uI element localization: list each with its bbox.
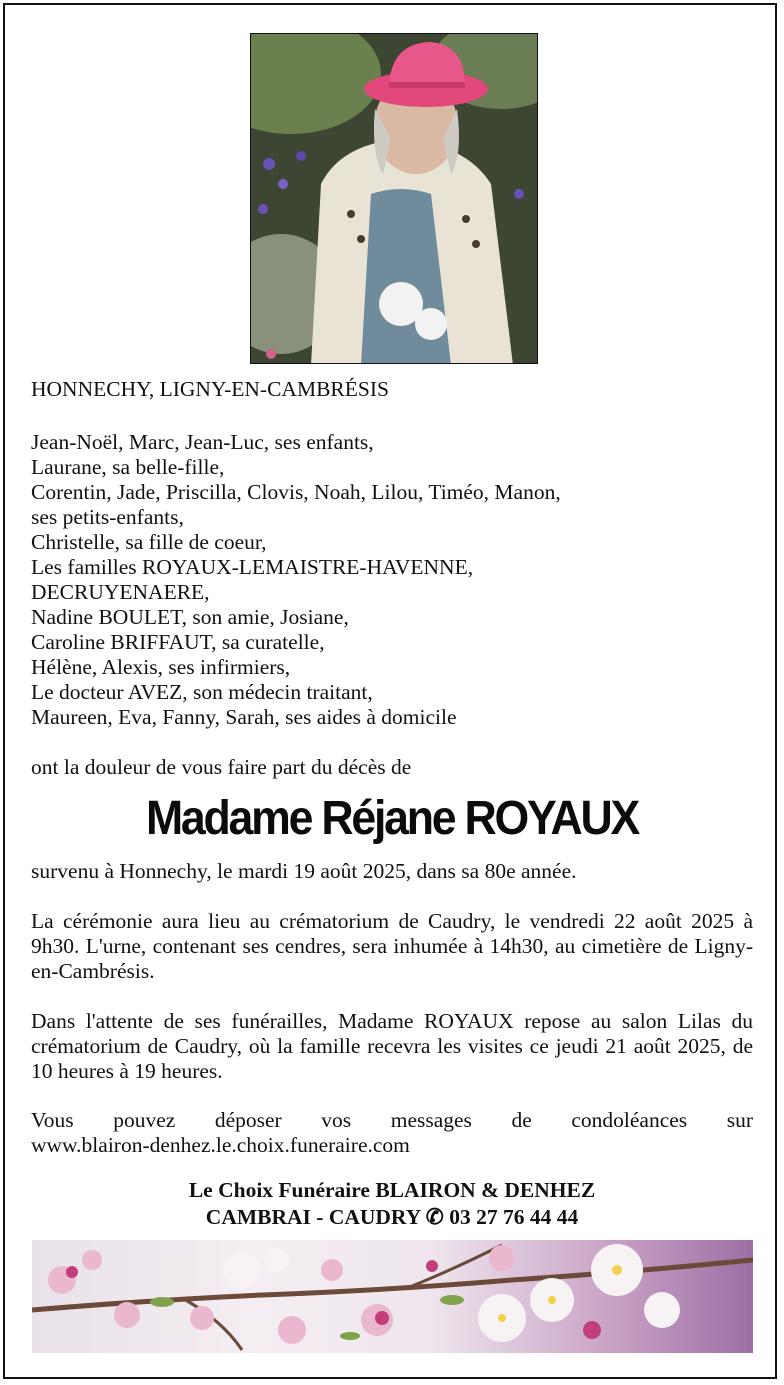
family-line: Le docteur AVEZ, son médecin traitant, bbox=[31, 680, 373, 704]
condolences-paragraph bbox=[31, 1108, 753, 1158]
family-line: Maureen, Eva, Fanny, Sarah, ses aides à domicile bbox=[31, 705, 457, 729]
portrait-photo bbox=[250, 33, 538, 364]
funeral-home-phone: 03 27 76 44 44 bbox=[449, 1205, 579, 1229]
condolences-word: vos bbox=[321, 1108, 352, 1132]
funeral-home-contact bbox=[0, 1203, 784, 1232]
condolences-word: de bbox=[511, 1108, 532, 1132]
funeral-home-cities: CAMBRAI - CAUDRY bbox=[205, 1205, 421, 1229]
condolences-word: Vous bbox=[31, 1108, 74, 1132]
family-line: ses petits-enfants, bbox=[31, 505, 184, 529]
family-line: Christelle, sa fille de coeur, bbox=[31, 530, 267, 554]
condolences-word: condoléances bbox=[571, 1108, 688, 1132]
family-line: Caroline BRIFFAUT, sa curatelle, bbox=[31, 630, 325, 654]
family-line: Jean-Noël, Marc, Jean-Luc, ses enfants, bbox=[31, 430, 374, 454]
condolences-word: sur bbox=[726, 1108, 753, 1132]
location-line: HONNECHY, LIGNY-EN-CAMBRÉSIS bbox=[31, 377, 389, 401]
family-line: DECRUYENAERE, bbox=[31, 580, 210, 604]
condolences-word: messages bbox=[390, 1108, 472, 1132]
family-list bbox=[31, 430, 753, 730]
deceased-name: Madame Réjane ROYAUX bbox=[145, 792, 639, 845]
family-line: Les familles ROYAUX-LEMAISTRE-HAVENNE, bbox=[31, 555, 474, 579]
phone-icon: ✆ bbox=[425, 1205, 444, 1229]
funeral-home-name: Le Choix Funéraire BLAIRON & DENHEZ bbox=[188, 1178, 596, 1202]
condolences-line bbox=[31, 1108, 753, 1133]
condolences-url: www.blairon-denhez.le.choix.funeraire.com bbox=[31, 1133, 410, 1157]
family-line: Hélène, Alexis, ses infirmiers, bbox=[31, 655, 291, 679]
family-line: Nadine BOULET, son amie, Josiane, bbox=[31, 605, 349, 629]
visitation-paragraph: Dans l'attente de ses funérailles, Madame ROYAUX repose au salon Lilas du crématorium de Caudry, où la famille recevra les visites ce jeudi 21 août 2025, de 10 heures à 19 heures. bbox=[31, 1009, 753, 1083]
death-info: survenu à Honnechy, le mardi 19 août 2025, dans sa 80e année. bbox=[31, 859, 577, 883]
ceremony-paragraph: La cérémonie aura lieu au crématorium de Caudry, le vendredi 22 août 2025 à 9h30. L'urne, contenant ses cendres, sera inhumée à 14h30, au cimetière de Ligny-en-Cambrésis. bbox=[31, 909, 753, 983]
blossom-banner-image bbox=[32, 1240, 753, 1353]
family-line: Laurane, sa belle-fille, bbox=[31, 455, 225, 479]
family-line: Corentin, Jade, Priscilla, Clovis, Noah, Lilou, Timéo, Manon, bbox=[31, 480, 561, 504]
announcement-text: ont la douleur de vous faire part du décès de bbox=[31, 755, 412, 779]
condolences-word: déposer bbox=[214, 1108, 282, 1132]
condolences-word: pouvez bbox=[113, 1108, 176, 1132]
